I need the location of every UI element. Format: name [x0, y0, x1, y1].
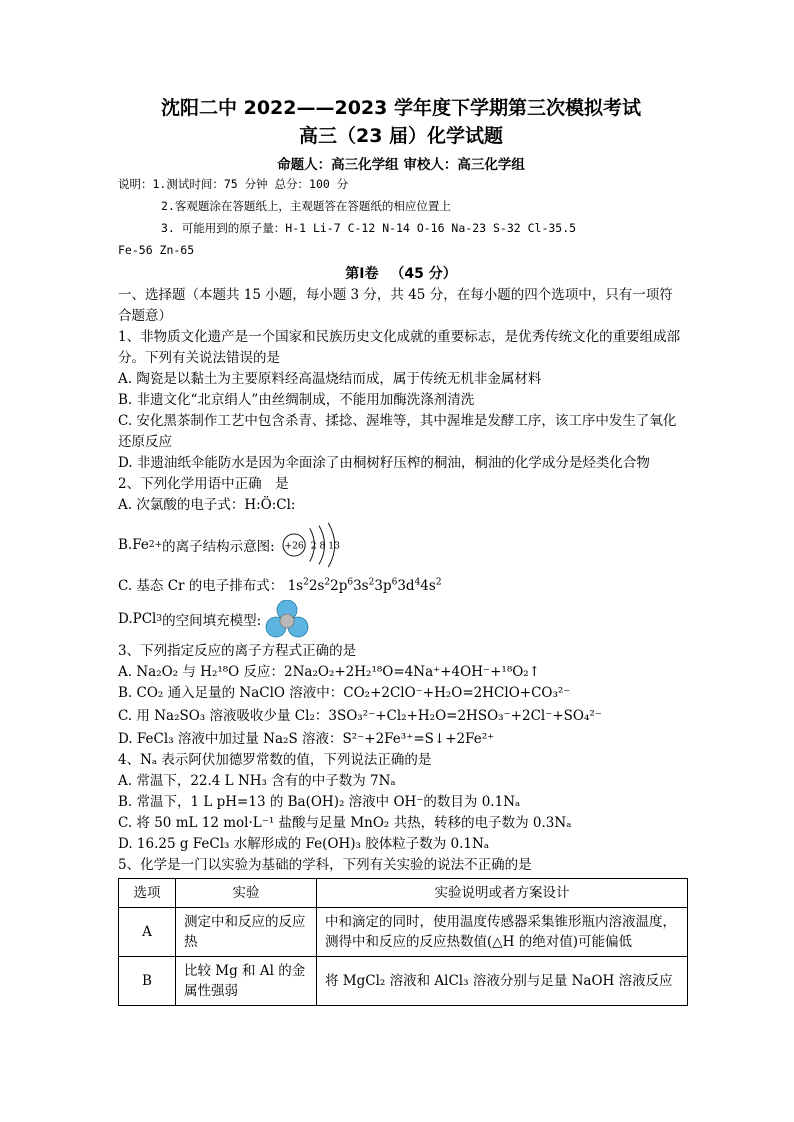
- q2-b-text: 的离子结构示意图:: [162, 539, 275, 555]
- section-intro: 一、选择题（本题共 15 小题，每小题 3 分，共 45 分，在每小题的四个选项中，只有一项符合题意）: [118, 287, 673, 324]
- q4-stem: 4、Nₐ 表示阿伏加德罗常数的值，下列说法正确的是: [118, 752, 432, 768]
- q2-d-text: 的空间填充模型:: [162, 613, 262, 629]
- q1-option-a: A. 陶瓷是以黏土为主要原料经高温烧结而成，属于传统无机非金属材料: [118, 371, 542, 387]
- table-header: 实验: [176, 879, 317, 908]
- q4-option-c: C. 将 50 mL 12 mol·L⁻¹ 盐酸与足量 MnO₂ 共热，转移的电子数为 0.3Nₐ: [118, 815, 572, 831]
- q2-b-label: B.: [118, 537, 133, 553]
- pcl3-space-filling-model: [265, 600, 309, 638]
- table-cell: 比较 Mg 和 Al 的金属性强弱: [176, 957, 317, 1006]
- note-line-4: Fe-56 Zn-65: [118, 243, 195, 257]
- table-row: [119, 957, 688, 1006]
- note-line-3: 3. 可能用到的原子量：H-1 Li-7 C-12 N-14 O-16 Na-23 S-32 Cl-35.5: [161, 221, 577, 235]
- q2-b-ion: Fe: [132, 537, 149, 553]
- q3-stem: 3、下列指定反应的离子方程式正确的是: [118, 643, 357, 659]
- note-line-1: 说明：1.测试时间：75 分钟 总分：100 分: [118, 177, 349, 191]
- table-row: [119, 908, 688, 957]
- q5-table: [118, 878, 688, 1006]
- exam-title: 沈阳二中 2022——2023 学年度下学期第三次模拟考试: [161, 97, 641, 119]
- exam-notes: [118, 173, 684, 261]
- q2-d-formula: PCl: [132, 611, 157, 627]
- q1-stem: 1、非物质文化遗产是一个国家和民族历史文化成就的重要标志，是优秀传统文化的重要组成部分。下列有关说法错误的是: [118, 329, 681, 366]
- table-header-row: [119, 879, 688, 908]
- q5-stem: 5、化学是一门以实验为基础的学科，下列有关实验的说法不正确的是: [118, 857, 532, 873]
- q2-c-label: C. 基态 Cr 的电子排布式：: [118, 578, 284, 594]
- exam-page: [118, 96, 684, 1006]
- q2-option-c: [118, 576, 684, 597]
- table-cell: B: [119, 957, 176, 1006]
- q2-d-label: D.: [118, 611, 133, 627]
- section-title: 第Ⅰ卷 （45 分）: [345, 266, 457, 282]
- q3-option-d: D. FeCl₃ 溶液中加过量 Na₂S 溶液：S²⁻+2Fe³⁺=S↓+2Fe²⁺: [118, 731, 495, 747]
- q2-stem: 2、下列化学用语中正确 是: [118, 476, 289, 492]
- table-cell: 中和滴定的同时，使用温度传感器采集锥形瓶内溶液温度，测得中和反应的反应热数值(△H 的绝对值)可能偏低: [317, 908, 688, 957]
- table-header: 选项: [119, 879, 176, 908]
- table-header: 实验说明或者方案设计: [317, 879, 688, 908]
- cr-electron-config: $1s^22s^22p^63s^23p^63d^44s^2$: [287, 577, 442, 594]
- q4-option-b: B. 常温下，1 L pH=13 的 Ba(OH)₂ 溶液中 OH⁻的数目为 0.1Nₐ: [118, 794, 521, 810]
- q1-option-d: D. 非遗油纸伞能防水是因为伞面涂了由桐树籽压榨的桐油，桐油的化学成分是烃类化合物: [118, 455, 650, 471]
- ion-structure-diagram: [279, 521, 359, 569]
- q1-option-c: C. 安化黑茶制作工艺中包含杀青、揉捻、渥堆等，其中渥堆是发酵工序，该工序中发生了氧化还原反应: [118, 413, 677, 450]
- electron-shells: 2 8 13: [310, 540, 340, 552]
- table-cell: 将 MgCl₂ 溶液和 AlCl₃ 溶液分别与足量 NaOH 溶液反应: [317, 957, 688, 1006]
- exam-subtitle: 高三（23 届）化学试题: [298, 125, 504, 147]
- nucleus-charge: +26: [284, 540, 304, 552]
- q4-option-d: D. 16.25 g FeCl₃ 水解形成的 Fe(OH)₃ 胶体粒子数为 0.1Nₐ: [118, 836, 490, 852]
- q2-option-a: [118, 495, 684, 516]
- q1-option-b: B. 非遗文化“北京绢人”由丝绸制成，不能用加酶洗涤剂清洗: [118, 392, 475, 408]
- q3-option-b: B. CO₂ 通入足量的 NaClO 溶液中：CO₂+2ClO⁻+H₂O=2HClO+CO₃²⁻: [118, 685, 571, 701]
- note-line-2: 2.客观题涂在答题纸上，主观题答在答题纸的相应位置上: [161, 199, 451, 213]
- q2-option-d: D. PCl 3 的空间填充模型:: [118, 597, 684, 641]
- q4-option-a: A. 常温下，22.4 L NH₃ 含有的中子数为 7Nₐ: [118, 773, 396, 789]
- table-cell: 测定中和反应的反应热: [176, 908, 317, 957]
- q3-option-c: C. 用 Na₂SO₃ 溶液吸收少量 Cl₂：3SO₃²⁻+Cl₂+H₂O=2HSO₃⁻+2Cl⁻+SO₄²⁻: [118, 708, 602, 724]
- q3-option-a: A. Na₂O₂ 与 H₂¹⁸O 反应：2Na₂O₂+2H₂¹⁸O=4Na⁺+4OH⁻+¹⁸O₂↑: [118, 664, 541, 680]
- table-cell: A: [119, 908, 176, 957]
- q2-a-label: A. 次氯酸的电子式：: [118, 497, 245, 513]
- q2-option-b: B. Fe 2+ 的离子结构示意图: +26 2 8 13: [118, 516, 684, 574]
- q2-a-formula: H:Ö:Cl:: [244, 497, 296, 513]
- exam-authors: 命题人：高三化学组 审校人：高三化学组: [277, 157, 525, 173]
